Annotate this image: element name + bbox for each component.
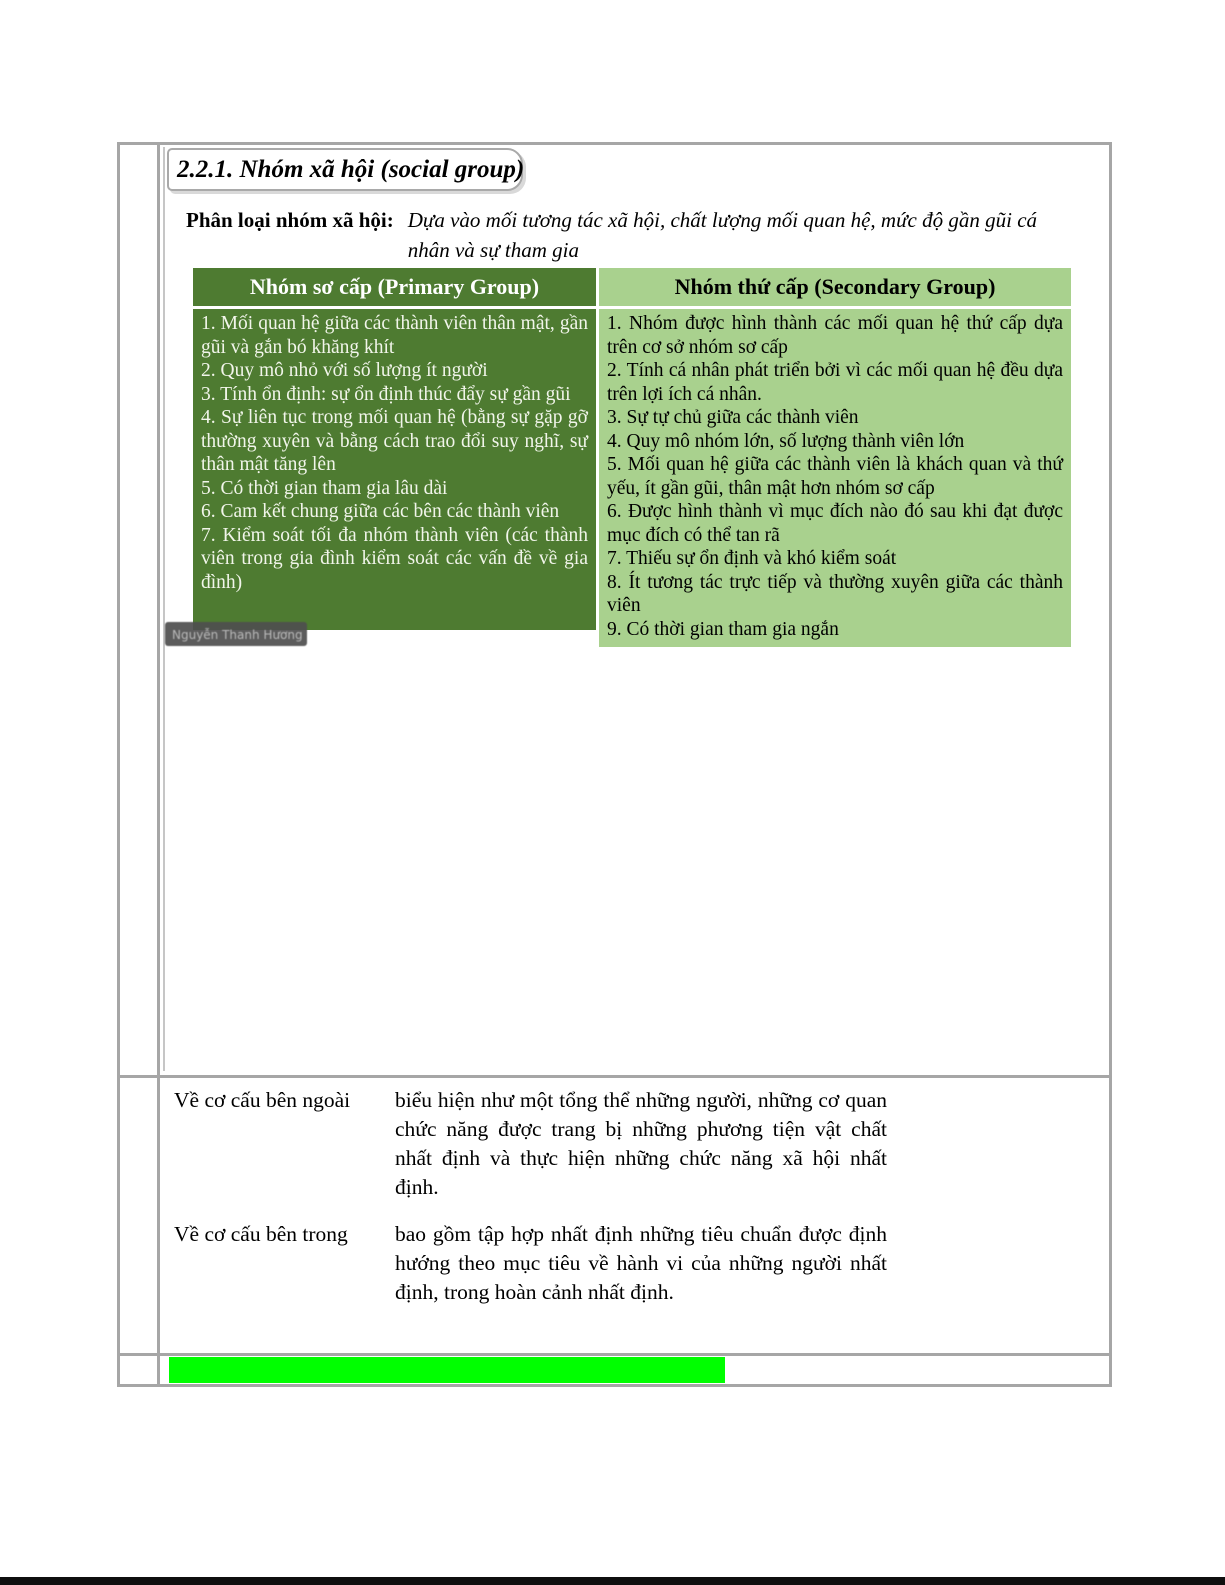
table-list-item: 2. Quy mô nhỏ với số lượng ít người <box>201 360 488 381</box>
definition-external-structure <box>163 1086 1109 1202</box>
slide-image <box>163 145 1109 1075</box>
primary-group-items <box>193 309 596 630</box>
table-list-item: 2. Tính cá nhân phát triển bởi vì các mối quan hệ đều dựa trên lợi ích cá nhân. <box>607 360 1063 405</box>
table-list-item: 1. Mối quan hệ giữa các thành viên thân mật, gần gũi và gắn bó khăng khít <box>201 313 588 358</box>
slide-title: 2.2.1. Nhóm xã hội (social group) <box>167 148 523 191</box>
table-list-item: 1. Nhóm được hình thành các mối quan hệ thứ cấp dựa trên cơ sở nhóm sơ cấp <box>607 313 1063 358</box>
definition-description: bao gồm tập hợp nhất định những tiêu chuẩn được định hướng theo mục tiêu về hành vi của những người nhất định, trong hoàn cảnh nhất định. <box>395 1222 887 1304</box>
classification-paragraph <box>186 205 1056 265</box>
table-list-item: 7. Thiếu sự ổn định và khó kiểm soát <box>607 548 897 569</box>
outer-layout-table <box>117 142 1112 1387</box>
definition-term: Về cơ cấu bên trong <box>174 1222 348 1246</box>
secondary-group-column <box>599 268 1071 647</box>
table-row-divider-2 <box>120 1353 1109 1356</box>
table-list-item: 6. Được hình thành vì mục đích nào đó sau khi đạt được mục đích có thể tan rã <box>607 501 1063 546</box>
table-list-item: 3. Tính ổn định: sự ổn định thúc đẩy sự gần gũi <box>201 383 571 405</box>
definition-description: biểu hiện như một tổng thể những người, những cơ quan chức năng được trang bị những phương tiện vật chất nhất định và thực hiện những chức năng xã hội nhất định. <box>395 1088 887 1199</box>
green-highlight-bar <box>169 1357 725 1383</box>
classification-label: Phân loại nhóm xã hội: <box>186 208 394 232</box>
secondary-group-items <box>599 309 1071 647</box>
definition-internal-structure <box>163 1220 1109 1307</box>
presenter-name-tag: Nguyễn Thanh Hương <box>165 622 307 646</box>
table-list-item: 5. Mối quan hệ giữa các thành viên là khách quan và thứ yếu, ít gần gũi, thân mật hơn nhóm sơ cấp <box>607 454 1063 499</box>
table-list-item: 8. Ít tương tác trực tiếp và thường xuyên giữa các thành viên <box>607 571 1063 616</box>
window-bottom-edge <box>0 1577 1225 1585</box>
primary-group-header: Nhóm sơ cấp (Primary Group) <box>193 268 596 306</box>
slide-left-edge <box>163 147 165 1071</box>
definition-term: Về cơ cấu bên ngoài <box>174 1088 351 1112</box>
table-list-item: 4. Quy mô nhóm lớn, số lượng thành viên lớn <box>607 430 965 452</box>
table-list-item: 9. Có thời gian tham gia ngắn <box>607 618 839 640</box>
secondary-group-header: Nhóm thứ cấp (Secondary Group) <box>599 268 1071 306</box>
table-list-item: 5. Có thời gian tham gia lâu dài <box>201 477 448 499</box>
table-list-item: 4. Sự liên tục trong mối quan hệ (bằng sự gặp gỡ thường xuyên và bằng cách trao đổi suy nghĩ, sự thân mật tăng lên <box>201 407 588 475</box>
table-list-item: 7. Kiểm soát tối đa nhóm thành viên (các thành viên trong gia đình kiểm soát các vấn đề về gia đình) <box>201 524 588 593</box>
classification-text: Dựa vào mối tương tác xã hội, chất lượng mối quan hệ, mức độ gần gũi cá nhân và sự tham gia <box>407 208 1038 262</box>
table-column-divider <box>157 145 160 1384</box>
table-list-item: 6. Cam kết chung giữa các bên các thành viên <box>201 501 560 522</box>
primary-group-column <box>193 268 596 630</box>
structure-definitions <box>163 1078 1109 1353</box>
table-list-item: 3. Sự tự chủ giữa các thành viên <box>607 407 859 428</box>
